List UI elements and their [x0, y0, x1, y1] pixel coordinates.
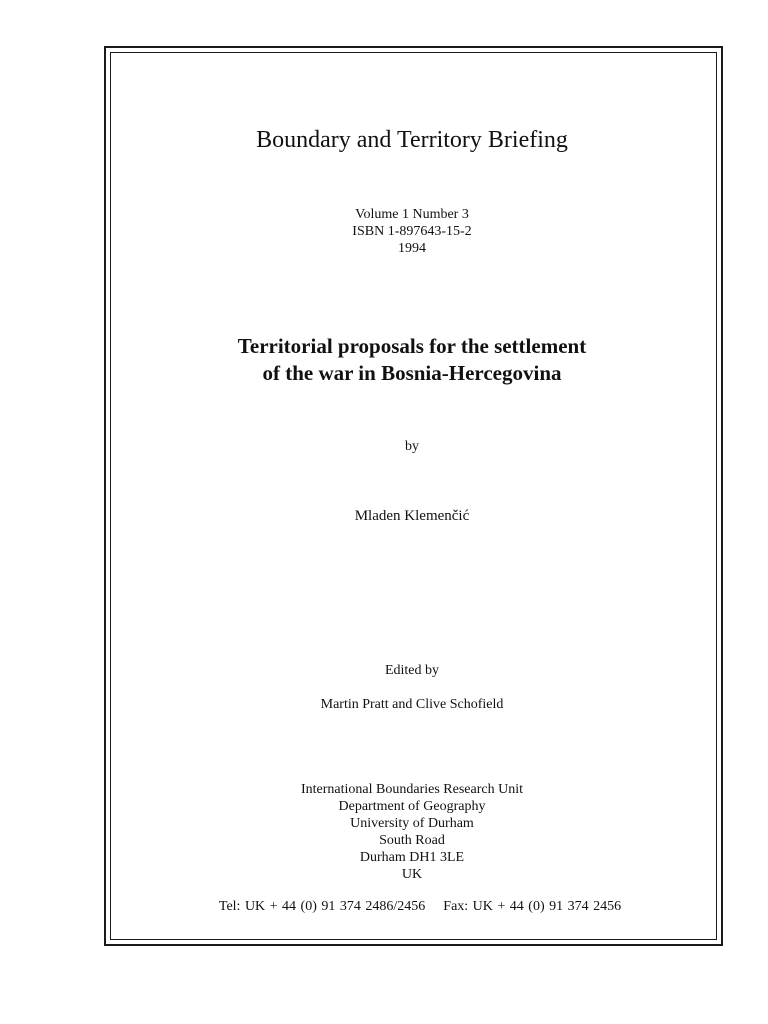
address-line: Durham DH1 3LE [359, 850, 465, 865]
address-line: South Road [379, 833, 445, 848]
document-title-line-1: Territorial proposals for the settlement [237, 334, 587, 358]
volume-number: Volume 1 Number 3 [355, 207, 469, 222]
contact-line [36, 899, 768, 915]
address-line: University of Durham [350, 816, 474, 831]
series-title: Boundary and Territory Briefing [256, 127, 568, 153]
address-line: Department of Geography [338, 799, 486, 814]
edited-by-label: Edited by [384, 663, 440, 678]
by-label: by [405, 439, 419, 454]
publication-year: 1994 [398, 241, 426, 256]
document-title-line-2: of the war in Bosnia-Hercegovina [262, 361, 562, 385]
telephone-number: Tel: UK + 44 (0) 91 374 2486/2456 [218, 899, 426, 914]
fax-number: Fax: UK + 44 (0) 91 374 2456 [443, 899, 622, 914]
address-line: UK [401, 867, 423, 882]
author-name: Mladen Klemenčić [354, 508, 470, 524]
editors-names: Martin Pratt and Clive Schofield [320, 697, 504, 712]
address-line: International Boundaries Research Unit [301, 782, 523, 797]
isbn: ISBN 1-897643-15-2 [352, 224, 472, 239]
